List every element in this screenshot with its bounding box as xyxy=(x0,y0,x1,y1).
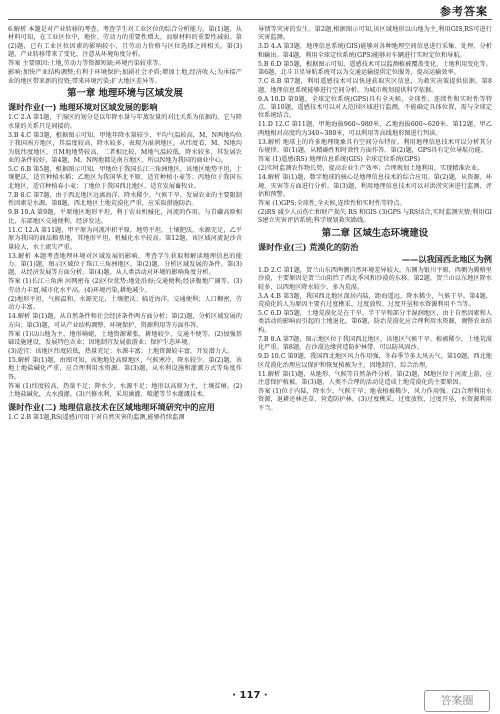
paragraph: 11.D 12.C 第11题，甲地海拔960~980米，乙地海拔600~620米。第12题，甲乙两地相对高度约为340~380米，可以利用等高线地形图进行判读。 xyxy=(258,121,492,137)
paragraph: 1.D 2.C 第1题，贺兰山东西两侧自然环境差异较大，东侧为银川平原，西侧为腾格里沙漠，主要原因是贺兰山阻挡了西北季风和沙漠的东移。第2题，贺兰山以东地区降水较多，以西地区降水较少，多为荒漠。 xyxy=(258,266,492,291)
paragraph: 1.C 2.A 第1题，干湿区的划分是以年降水量与年蒸发量的对比关系为依据的，它与降水量的关系只是间接的。 xyxy=(8,114,242,130)
paragraph: 1.C 2.B 第1题,RS(遥感)可用于对自然灾害的监测,能够持续监测 xyxy=(8,413,185,421)
paragraph: 3.A 4.B 第3题，我国西北地区深居内陆，距海遥远，降水稀少，气候干旱。第4题，荒漠化的人为原因主要有过度樵采、过度放牧、过度开垦和水资源利用不当等。 xyxy=(258,292,492,308)
page-number: · 117 · xyxy=(232,690,268,701)
paragraph: 5.C 6.D 第5题，土地荒漠化是在干旱、半干旱和部分半湿润地区，由于自然因素和人类活动的影响而引起的土地退化。第6题，防治荒漠化应合理利用水资源，调整农业结构。 xyxy=(258,309,492,334)
paragraph: 5.C 6.B 第5题，根据图示可知，甲地位于我国长江三角洲地区，该地区地势平坦，土壤肥沃，适宜种植水稻；乙地区为我国华北平原，适宜种植小麦等；丙地位于我国东北地区，适宜种植春小麦；丁地位于我国西北地区，适宜发展畜牧业。 xyxy=(8,166,242,190)
paragraph: 影响:加快产业结构调整;有利于环境保护;加剧社会矛盾;增加土地,经济收入;为承接产业的地区带来新的投资;带来环境污染;扩大地区差异等。 xyxy=(8,69,242,85)
task-heading: 课时作业(三) 荒漠化的防治 xyxy=(258,241,359,252)
sub-heading: ——以我国西北地区为例 xyxy=(401,254,492,265)
page-header xyxy=(0,0,500,20)
paragraph: 答案 (1)纬度较高，热量不足；降水少，水源不足；地形以高原为主，土壤贫瘠。(2)土地盐碱化，大水漫灌。(3)兴修水利，采用滴灌、喷灌等节水灌溉技术。 xyxy=(8,382,242,399)
chapter-heading: 第一章 地理环境与区域发展 xyxy=(67,88,183,100)
paragraph: 3.B 4.C 第3题，根据图示可知，甲地年降水量较少，平均气温较高，M、N两地均位于我国南方地区，其温度较高，降水较多，表现为湿润地区。从纬度看，M、N地均为低纬度地区，且M地地势较高，二者相比较，M地气温较低，降水较多，其发展农业的条件较好。第4题，M、N两地都是南方地区，所以N地为我国的商业中心。 xyxy=(8,131,242,165)
left-column xyxy=(8,26,242,423)
paragraph: (3)适宜：该地区纬度较低，热量充足；水源丰富；土地资源较丰富，开发潜力大。 xyxy=(8,347,234,355)
paragraph: 7.B 8.A 第7题，图示地区位于我国西北地区，该地区气候干旱，植被稀少，土地荒漠化严重。第8题，在沙漠边缘营造防护林带，可以防风固沙。 xyxy=(258,335,492,352)
paragraph: 答案 (1)位于内陆，降水少，气候干旱；地表植被稀少，风力作用强。(2)合理利用水资源，退耕还林还草，营造防护林。(3)过度樵采，过度放牧，过度开垦，水资源利用不当。 xyxy=(258,387,492,412)
paragraph: 9.A 10.D 第9题，全球定位系统(GPS)具有全天候、全球性、连续性和实时性等特点。第10题，遥感技术可以对大范围区域进行监测，不能确定具体位置，需与全球定位系统结合。 xyxy=(258,95,492,120)
right-column xyxy=(258,26,492,414)
paragraph: (2)实时监测农作物长势，提高农业生产效率；合理规划土地利用，实现精准农业。 xyxy=(258,165,484,173)
paragraph: 答案 (1)长江三角洲 河网密布 (2)区位优势:地处沿海;交通便利;经济腹地广阔等。(3)劳动力丰富,城市化水平高。(4)环境污染,耕地减少。 xyxy=(8,278,242,294)
header-rule xyxy=(8,19,492,20)
paragraph: 14.解析 第(1)题，数字地球的核心是地理信息技术的综合应用。第(2)题，从资源、环境、灾害等方面进行分析。第(3)题，利用地理信息技术可以对洪涝灾害进行监测、评估和预警。 xyxy=(258,174,492,199)
paragraph: 11.解析 第(1)题，从地形、气候等自然条件分析。第(2)题，M地区位于河流上游，应注意保护植被。第(3)题，人类不合理的活动是造成土地荒漠化的主要原因。 xyxy=(258,370,492,386)
watermark-logo: 答案圈 xyxy=(424,690,490,712)
paragraph: (2)RS 减少人员伤亡和财产损失 RS 和GIS (3)GPS 与RS结合,实时监测灾情;利用GIS建立灾害评估系统;科学规划救灾路线。 xyxy=(258,209,492,225)
paragraph: 答案 (1)遥感(RS) 地理信息系统(GIS) 全球定位系统(GPS) xyxy=(258,156,421,164)
paragraph: 15.解析 第(1)题，由图可知，该地地处高原地区，气候寒冷，降水较少。第(2)题，该地土地盐碱化严重，应合理利用水资源。第(3)题，从水利设施和灌溉方式等角度作答。 xyxy=(8,356,242,381)
paragraph: 答案 主要原因:土地,劳动力等资源短缺;环境污染较重等。 xyxy=(8,60,165,68)
chapter-heading: 第二章 区域生态环境建设 xyxy=(321,227,429,239)
paragraph: 答案 (1)以山地为主，地形崎岖，土地资源紧张，耕地较少，交通不便等。(2)加强基础设施建设，发展特色农业；因地制宜发展旅游业；保护生态环境。 xyxy=(8,330,242,346)
paragraph: 14.解析 第(1)题，从自然条件和社会经济条件两方面分析；第(2)题，分析区域发展的方向；第(3)题，可从产业结构调整、环境保护、资源利用等方面作答。 xyxy=(8,313,242,329)
paragraph: 6.解析 本题是对产业转移的考查。考查学生对工业区位的综合分析能力。第(1)题，从材料可知，在工业区位中，地价、劳动力的重要性增大，而原材料的重要性减弱。第(2)题，已有工业区位因素的影响较小，且劳动力价格与区位选择之间相关。第(3)题，产业转移带来了变化，注意从环境角度分析。 xyxy=(8,26,242,59)
paragraph: 7.C 8.B 第7题，利用遥感技术可以快速获取灾区信息，为救灾决策提供依据。第8题，地理信息系统能够进行空间分析，为城市规划提供科学依据。 xyxy=(258,78,492,94)
paragraph: 11.C 12.A 第11题，甲平原为河流冲积平原，地势平坦，土壤肥沃，水源充足，乙平原为我国的商品粮基地，其地形平坦，机械化水平较高。第12题，该区域河流泥沙含量较大，水土流失严重。 xyxy=(8,226,242,251)
task-heading: 课时作业(二) 地理信息技术在区域地理环境研究中的应用 xyxy=(8,401,215,412)
paragraph: 5.B 6.D 第5题，根据图示可知，遥感技术可以监测植被覆盖变化、土地利用变化等。第6题，北斗卫星导航系统可以为交通运输提供定位服务，提高运输效率。 xyxy=(258,60,492,77)
task-heading: 课时作业(一) 地理环境对区域发展的影响 xyxy=(8,102,158,113)
paragraph: 答案 (1)GPS;全球性,全天候,连续性和实时性等特点。 xyxy=(258,200,406,208)
paragraph: (2)地形平坦，气候温和，水源充足，土壤肥沃；临近海洋，交通便利；人口稠密，劳动力丰富。 xyxy=(8,295,242,312)
paragraph: 13.解析 地球上的许多地理现象具有空间分布特征，利用地理信息技术可以分析其分布规律。第(1)题，从精确性和时效性方面作答。第(2)题，GPS具有定位导航功能。 xyxy=(258,138,492,155)
paragraph: 导情等灾害的发生。第2题,根据图示可知,该区域地形以山地为主,利用GIS,RS可进行灾害监测。 xyxy=(258,26,492,42)
paragraph: 7.B 8.C 第7题，由于西北地区远离海洋，降水稀少，气候干旱，发展农业的主要限制性因素是水源。第8题，西北地区土地荒漠化严重，应采取措施防治。 xyxy=(8,191,242,208)
paragraph: 9.D 10.C 第9题，我国西北地区风力作用强，冬春季节多大风天气。第10题，西北地区荒漠化治理应以保护和恢复植被为主，因地制宜，综合治理。 xyxy=(258,353,492,369)
paragraph: 13.解析 本题考查地理环境对区域发展的影响，考查学生获取和解读地理信息的能力。第(1)题，图示区域位于珠江三角洲地区，第(2)题，分析区域发展的条件。第(3)题，从经济发展等方面分析。第(4)题，从人类活动对环境的影响角度分析。 xyxy=(8,252,242,277)
paragraph: 3.D 4.A 第3题，地理信息系统(GIS)能够对各种地理空间信息进行采集、处理、分析和输出。第4题，利用全球定位系统(GPS)能够对车辆进行实时定位和导航。 xyxy=(258,43,492,59)
paragraph: 9.B 10.A 第9题，平原地区地形平坦，利于农业机械化，河流的作用。与青藏高原相比，东部地区交通便利，经济发达。 xyxy=(8,209,242,225)
header-title: 参考答案 xyxy=(440,5,488,18)
